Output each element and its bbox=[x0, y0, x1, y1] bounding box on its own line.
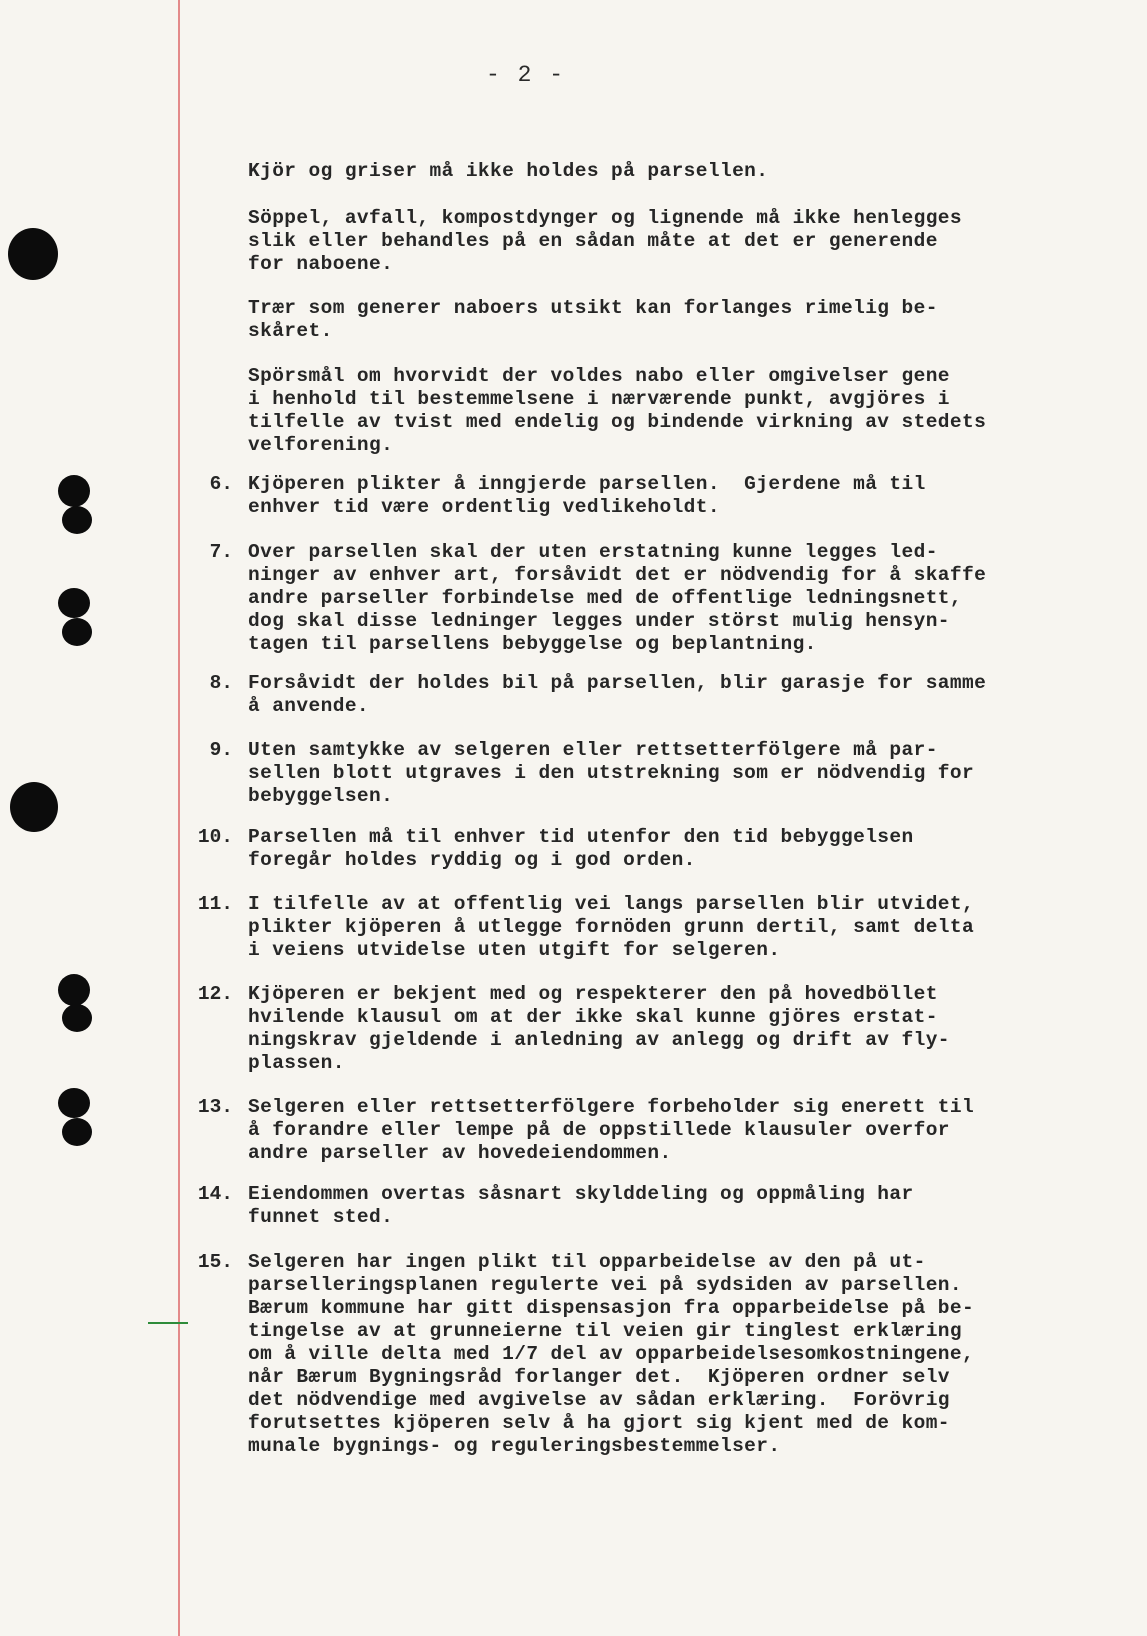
text-line: det nödvendige med avgivelse av sådan erklæring. Forövrig bbox=[248, 1389, 950, 1411]
paragraph-number: 6. bbox=[209, 473, 233, 495]
paragraph-body bbox=[248, 1096, 1108, 1165]
text-line: Kjöperen plikter å inngjerde parsellen. Gjerdene må til bbox=[248, 473, 926, 495]
paragraph bbox=[0, 739, 1147, 808]
text-line: tagen til parsellens bebyggelse og beplantning. bbox=[248, 633, 817, 655]
paragraph bbox=[0, 1251, 1147, 1458]
paragraph-number: 10. bbox=[197, 826, 233, 848]
text-line: slik eller behandles på en sådan måte at det er generende bbox=[248, 230, 938, 252]
text-line: Uten samtykke av selgeren eller rettsetterfölgere må par- bbox=[248, 739, 938, 761]
paragraph-number: 7. bbox=[209, 541, 233, 563]
paragraph bbox=[0, 297, 1147, 343]
text-line: andre parseller av hovedeiendommen. bbox=[248, 1142, 672, 1164]
text-line: Trær som generer naboers utsikt kan forlanges rimelig be- bbox=[248, 297, 938, 319]
paragraph-body bbox=[248, 365, 1108, 457]
text-line: sellen blott utgraves i den utstrekning som er nödvendig for bbox=[248, 762, 975, 784]
paragraph-number: 8. bbox=[209, 672, 233, 694]
paragraph bbox=[0, 672, 1147, 718]
text-line: I tilfelle av at offentlig vei langs parsellen blir utvidet, bbox=[248, 893, 975, 915]
paragraph-body bbox=[248, 473, 1108, 519]
paragraph-number: 12. bbox=[197, 983, 233, 1005]
paragraph-number: 9. bbox=[209, 739, 233, 761]
paragraph-body bbox=[248, 297, 1108, 343]
text-line: i henhold til bestemmelsene i nærværende punkt, avgjöres i bbox=[248, 388, 950, 410]
text-line: Over parsellen skal der uten erstatning kunne legges led- bbox=[248, 541, 938, 563]
text-line: Forsåvidt der holdes bil på parsellen, blir garasje for samme bbox=[248, 672, 987, 694]
text-line: i veiens utvidelse uten utgift for selgeren. bbox=[248, 939, 781, 961]
text-line: foregår holdes ryddig og i god orden. bbox=[248, 849, 696, 871]
text-line: parselleringsplanen regulerte vei på sydsiden av parsellen. bbox=[248, 1274, 963, 1296]
paragraph-body bbox=[248, 983, 1108, 1075]
paragraph bbox=[0, 160, 1147, 183]
text-line: Selgeren har ingen plikt til opparbeidelse av den på ut- bbox=[248, 1251, 926, 1273]
text-line: bebyggelsen. bbox=[248, 785, 394, 807]
paragraph-number: 14. bbox=[197, 1183, 233, 1205]
paragraph bbox=[0, 826, 1147, 872]
text-line: Söppel, avfall, kompostdynger og lignende må ikke henlegges bbox=[248, 207, 963, 229]
text-line: Kjör og griser må ikke holdes på parsellen. bbox=[248, 160, 769, 182]
paragraph-body bbox=[248, 893, 1108, 962]
page-number: - 2 - bbox=[486, 62, 566, 88]
text-line: velforening. bbox=[248, 434, 394, 456]
text-line: når Bærum Bygningsråd forlanger det. Kjöperen ordner selv bbox=[248, 1366, 950, 1388]
text-line: plikter kjöperen å utlegge fornöden grunn dertil, samt delta bbox=[248, 916, 975, 938]
paragraph-number: 11. bbox=[197, 893, 233, 915]
paragraph bbox=[0, 207, 1147, 276]
paragraph-body bbox=[248, 739, 1108, 808]
text-line: munale bygnings- og reguleringsbestemmelser. bbox=[248, 1435, 781, 1457]
paragraph-body bbox=[248, 826, 1108, 872]
text-line: forutsettes kjöperen selv å ha gjort sig kjent med de kom- bbox=[248, 1412, 950, 1434]
paragraph bbox=[0, 1096, 1147, 1165]
paragraph bbox=[0, 983, 1147, 1075]
paragraph-number: 15. bbox=[197, 1251, 233, 1273]
text-line: skåret. bbox=[248, 320, 333, 342]
paragraph bbox=[0, 473, 1147, 519]
paragraph-body bbox=[248, 160, 1108, 183]
text-line: funnet sted. bbox=[248, 1206, 394, 1228]
text-line: tilfelle av tvist med endelig og bindende virkning av stedets bbox=[248, 411, 987, 433]
text-line: dog skal disse ledninger legges under störst mulig hensyn- bbox=[248, 610, 950, 632]
paragraph-body bbox=[248, 1183, 1108, 1229]
paragraph bbox=[0, 893, 1147, 962]
text-line: andre parseller forbindelse med de offentlige ledningsnett, bbox=[248, 587, 963, 609]
text-line: enhver tid være ordentlig vedlikeholdt. bbox=[248, 496, 720, 518]
text-line: plassen. bbox=[248, 1052, 345, 1074]
text-line: å forandre eller lempe på de oppstillede klausuler overfor bbox=[248, 1119, 950, 1141]
paragraph-number: 13. bbox=[197, 1096, 233, 1118]
paragraph-body bbox=[248, 672, 1108, 718]
text-line: ninger av enhver art, forsåvidt det er nödvendig for å skaffe bbox=[248, 564, 987, 586]
text-line: hvilende klausul om at der ikke skal kunne gjöres erstat- bbox=[248, 1006, 938, 1028]
paragraph-body bbox=[248, 1251, 1108, 1458]
text-line: tingelse av at grunneierne til veien gir tinglest erklæring bbox=[248, 1320, 963, 1342]
paragraph bbox=[0, 365, 1147, 457]
text-line: Selgeren eller rettsetterfölgere forbeholder sig enerett til bbox=[248, 1096, 975, 1118]
text-line: Eiendommen overtas såsnart skylddeling og oppmåling har bbox=[248, 1183, 914, 1205]
text-line: for naboene. bbox=[248, 253, 394, 275]
text-line: Kjöperen er bekjent med og respekterer den på hovedböllet bbox=[248, 983, 938, 1005]
text-line: Bærum kommune har gitt dispensasjon fra opparbeidelse på be- bbox=[248, 1297, 975, 1319]
text-line: ningskrav gjeldende i anledning av anlegg og drift av fly- bbox=[248, 1029, 950, 1051]
paragraph bbox=[0, 1183, 1147, 1229]
text-line: å anvende. bbox=[248, 695, 370, 717]
paragraph bbox=[0, 541, 1147, 656]
paragraph-body bbox=[248, 541, 1108, 656]
text-line: Parsellen må til enhver tid utenfor den tid bebyggelsen bbox=[248, 826, 914, 848]
text-line: Spörsmål om hvorvidt der voldes nabo eller omgivelser gene bbox=[248, 365, 950, 387]
paragraph-body bbox=[248, 207, 1108, 276]
text-line: om å ville delta med 1/7 del av opparbeidelsesomkostningene, bbox=[248, 1343, 975, 1365]
